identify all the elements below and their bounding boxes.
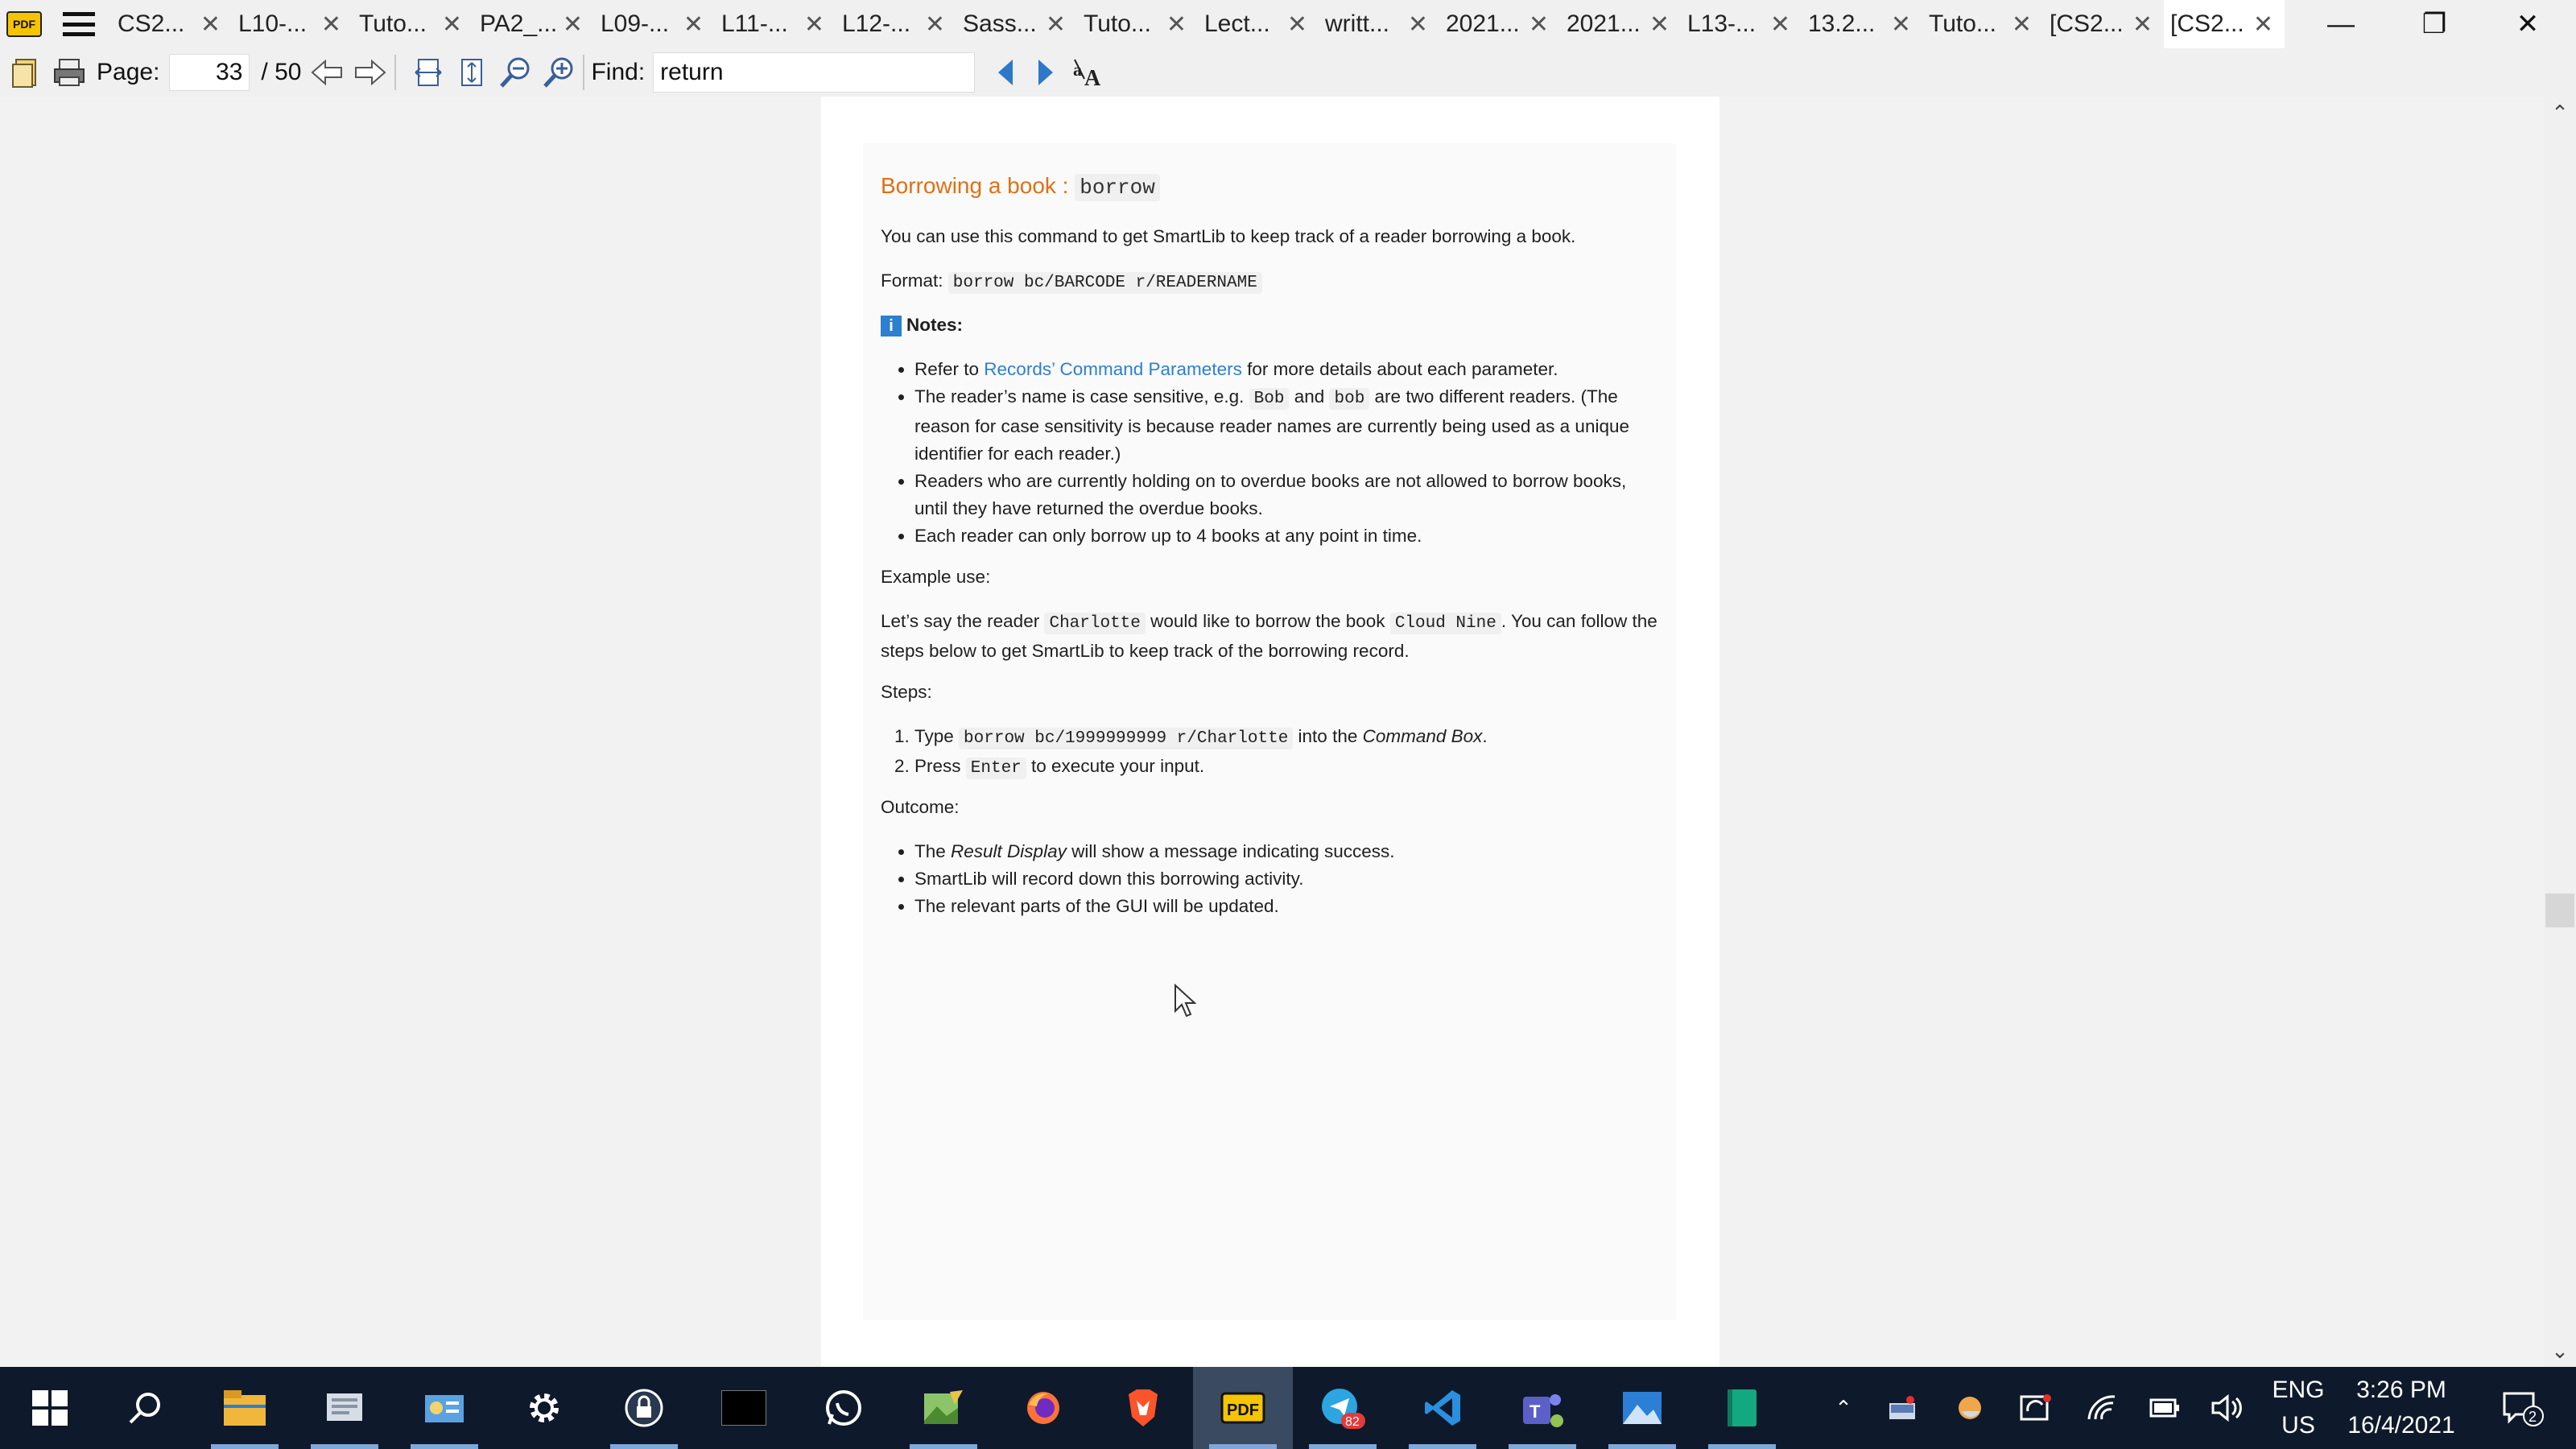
search-icon[interactable] <box>95 1367 195 1449</box>
clock-date: 16/4/2021 <box>2347 1412 2455 1439</box>
outcome-list <box>881 838 1662 920</box>
steps-list <box>881 723 1662 782</box>
tab-close-icon[interactable]: ✕ <box>1286 10 1307 38</box>
section-heading <box>881 172 1662 201</box>
whatsapp-icon[interactable] <box>794 1367 894 1449</box>
tab-close-icon[interactable]: ✕ <box>200 10 221 38</box>
tab-label: 2021... <box>1567 10 1641 37</box>
svg-text:PDF: PDF <box>1227 1402 1259 1419</box>
find-previous-icon[interactable] <box>988 55 1023 90</box>
tab-close-icon[interactable]: ✕ <box>1528 10 1549 38</box>
control-panel-icon[interactable] <box>394 1367 494 1449</box>
mouse-pointer-icon <box>1174 984 1196 1023</box>
teams-icon[interactable] <box>1492 1367 1592 1449</box>
format-line <box>881 267 1662 297</box>
zoom-out-icon[interactable] <box>497 55 533 90</box>
notification-center-icon[interactable] <box>2487 1367 2560 1449</box>
tab-17[interactable] <box>2043 0 2164 48</box>
tab-close-icon[interactable]: ✕ <box>1166 10 1187 38</box>
firefox-icon[interactable] <box>993 1367 1093 1449</box>
tab-8[interactable] <box>956 0 1077 48</box>
sync-status-icon[interactable] <box>2009 1367 2062 1449</box>
page-total: / 50 <box>261 59 302 85</box>
page-number-input[interactable]: 33 <box>169 54 250 91</box>
tab-close-icon[interactable]: ✕ <box>803 10 824 38</box>
telegram-icon[interactable] <box>1293 1367 1393 1449</box>
tab-13[interactable] <box>1560 0 1681 48</box>
records-parameters-link[interactable]: Records’ Command Parameters <box>984 359 1242 379</box>
list-item: 2. Press Enter to execute your input. <box>914 753 1662 782</box>
notes-heading <box>881 312 1662 339</box>
tab-3[interactable] <box>353 0 473 48</box>
notes-list <box>881 356 1662 550</box>
svg-text:a: a <box>1073 60 1083 80</box>
tray-app-icon[interactable] <box>1876 1367 1929 1449</box>
fit-width-icon[interactable] <box>411 55 446 90</box>
tab-6[interactable] <box>715 0 836 48</box>
tab-18[interactable] <box>2164 0 2285 48</box>
tab-14[interactable] <box>1681 0 1802 48</box>
tab-label: CS2... <box>118 10 185 37</box>
tab-11[interactable] <box>1319 0 1439 48</box>
tab-label: 13.2... <box>1808 10 1876 37</box>
tab-close-icon[interactable]: ✕ <box>2011 10 2032 38</box>
list-item: • The relevant parts of the GUI will be updated. <box>914 893 1662 920</box>
page-label: Page: <box>97 59 160 85</box>
find-input[interactable]: return <box>653 52 975 93</box>
tab-label: Lect... <box>1204 10 1270 37</box>
image-editor-icon[interactable] <box>894 1367 993 1449</box>
list-item: • SmartLib will record down this borrowing activity. <box>914 865 1662 893</box>
scroll-thumb[interactable] <box>2545 894 2574 927</box>
example-label: Example use: <box>881 567 991 587</box>
find-label: Find: <box>591 59 646 85</box>
tab-label: L11-... <box>721 10 788 37</box>
toolbar-separator <box>394 55 396 90</box>
list-item: • Readers who are currently holding on to overdue books are not allowed to borrow books, until they have returned the overdue books. <box>914 468 1662 522</box>
print-icon[interactable] <box>52 55 87 90</box>
language-code: ENG <box>2272 1377 2325 1403</box>
restore-button[interactable]: ❐ <box>2421 9 2447 39</box>
clock-time: 3:26 PM <box>2356 1377 2446 1403</box>
svg-text:A: A <box>1084 66 1101 89</box>
tab-close-icon[interactable]: ✕ <box>1769 10 1790 38</box>
svg-text:T: T <box>1530 1402 1541 1422</box>
pdf-reader-taskbar-icon[interactable] <box>1193 1367 1293 1449</box>
vscode-icon[interactable] <box>1393 1367 1492 1449</box>
battery-icon[interactable] <box>2138 1367 2191 1449</box>
tab-1[interactable] <box>111 0 232 48</box>
outcome-label: Outcome: <box>881 797 960 817</box>
start-button[interactable] <box>0 1367 100 1449</box>
tab-label: L13-... <box>1687 10 1757 37</box>
file-explorer-icon[interactable] <box>195 1367 295 1449</box>
tab-close-icon[interactable]: ✕ <box>1649 10 1670 38</box>
tab-16[interactable] <box>1922 0 2043 48</box>
steps-label: Steps: <box>881 682 932 702</box>
tab-label: [CS2... <box>2170 10 2244 37</box>
title-bar <box>0 0 2576 48</box>
tab-close-icon[interactable]: ✕ <box>1407 10 1428 38</box>
settings-gear-icon[interactable] <box>494 1367 594 1449</box>
tab-12[interactable] <box>1439 0 1560 48</box>
zoom-in-icon[interactable] <box>541 55 576 90</box>
tab-label: Tuto... <box>359 10 427 37</box>
minimize-button[interactable]: — <box>2327 8 2355 39</box>
find-next-icon[interactable] <box>1028 55 1063 90</box>
clock[interactable] <box>2341 1367 2462 1449</box>
tab-label: Sass... <box>963 10 1037 37</box>
list-item: • The Result Display will show a message indicating success. <box>914 838 1662 865</box>
telegram-unread-badge: 82 <box>1345 1415 1360 1429</box>
tab-10[interactable] <box>1198 0 1319 48</box>
scroll-up-icon[interactable]: ⌃ <box>2551 100 2569 125</box>
terminal-icon[interactable] <box>694 1367 794 1449</box>
tab-label: L12-... <box>842 10 911 37</box>
list-item: • Each reader can only borrow up to 4 books at any point in time. <box>914 522 1662 550</box>
tab-label: PA2_... <box>480 10 558 37</box>
tab-label: 2021... <box>1446 10 1520 37</box>
next-page-icon[interactable] <box>353 55 388 90</box>
wifi-icon[interactable] <box>2075 1367 2128 1449</box>
tab-close-icon[interactable]: ✕ <box>2252 10 2273 38</box>
toolbar <box>0 48 2576 97</box>
tab-close-icon[interactable]: ✕ <box>924 10 945 38</box>
intro-paragraph: You can use this command to get SmartLib to keep track of a reader borrowing a book. <box>881 226 1576 246</box>
region-code: US <box>2281 1412 2315 1439</box>
heading-text: Borrowing a book : <box>881 173 1075 198</box>
tab-close-icon[interactable]: ✕ <box>1890 10 1911 38</box>
volume-icon[interactable] <box>2201 1367 2254 1449</box>
tab-label: writt... <box>1325 10 1389 37</box>
scroll-down-icon[interactable]: ⌄ <box>2551 1338 2569 1363</box>
tab-15[interactable] <box>1802 0 1922 48</box>
tab-close-icon[interactable]: ✕ <box>562 10 583 38</box>
vpn-lock-icon[interactable] <box>594 1367 694 1449</box>
format-code: borrow bc/BARCODE r/READERNAME <box>948 272 1262 294</box>
tab-close-icon[interactable]: ✕ <box>441 10 462 38</box>
notification-count: 2 <box>2529 1409 2537 1425</box>
info-icon: i <box>881 316 902 336</box>
tab-7[interactable] <box>836 0 956 48</box>
tab-strip <box>111 0 2285 48</box>
previous-page-icon[interactable] <box>309 55 345 90</box>
list-item: • The reader’s name is case sensitive, e.g. Bob and bob are two different readers. (The reason for case sensitivity is because reader names are currently being used as a unique identifier for each reader.) <box>914 383 1662 468</box>
fit-page-icon[interactable] <box>454 55 489 90</box>
list-item: 1. Type borrow bc/1999999999 r/Charlotte into the Command Box. <box>914 723 1662 753</box>
heading-command: borrow <box>1075 174 1160 201</box>
vertical-scrollbar[interactable] <box>2544 97 2576 1367</box>
notes-label: Notes: <box>906 315 964 335</box>
match-case-icon[interactable] <box>1071 55 1107 90</box>
tab-close-icon[interactable]: ✕ <box>1045 10 1066 38</box>
toolbar-separator <box>583 55 584 90</box>
tab-close-icon[interactable]: ✕ <box>320 10 341 38</box>
tab-label: [CS2... <box>2050 10 2124 37</box>
input-language-indicator[interactable] <box>2264 1367 2333 1449</box>
brave-browser-icon[interactable] <box>1093 1367 1193 1449</box>
tab-label: L10-... <box>238 10 308 37</box>
tab-4[interactable] <box>473 0 594 48</box>
weather-icon[interactable] <box>1943 1367 1996 1449</box>
tab-5[interactable] <box>594 0 715 48</box>
example-paragraph: Let’s say the reader Charlotte would like to borrow the book Cloud Nine . You can follow the steps below to get SmartLib to keep track of the borrowing record. <box>881 611 1657 661</box>
tab-close-icon[interactable]: ✕ <box>683 10 704 38</box>
ebook-reader-icon[interactable] <box>1692 1367 1792 1449</box>
app-logo-icon[interactable]: PDF <box>6 11 42 37</box>
open-file-icon[interactable] <box>8 55 43 90</box>
tab-label: Tuto... <box>1929 10 1996 37</box>
format-label: Format: <box>881 270 948 291</box>
tab-close-icon[interactable]: ✕ <box>2132 10 2153 38</box>
menu-icon[interactable] <box>63 12 95 36</box>
tab-2[interactable] <box>232 0 353 48</box>
document-viewer-app-icon[interactable] <box>295 1367 394 1449</box>
taskbar <box>0 1367 2576 1449</box>
tab-label: L09-... <box>601 10 670 37</box>
show-hidden-icons-chevron-icon[interactable]: ⌃ <box>1835 1395 1852 1420</box>
list-item: • Refer to Records’ Command Parameters for more details about each parameter. <box>914 356 1662 383</box>
photos-icon[interactable] <box>1592 1367 1692 1449</box>
tab-label: Tuto... <box>1084 10 1151 37</box>
close-window-button[interactable]: ✕ <box>2516 9 2540 39</box>
tab-9[interactable] <box>1077 0 1198 48</box>
